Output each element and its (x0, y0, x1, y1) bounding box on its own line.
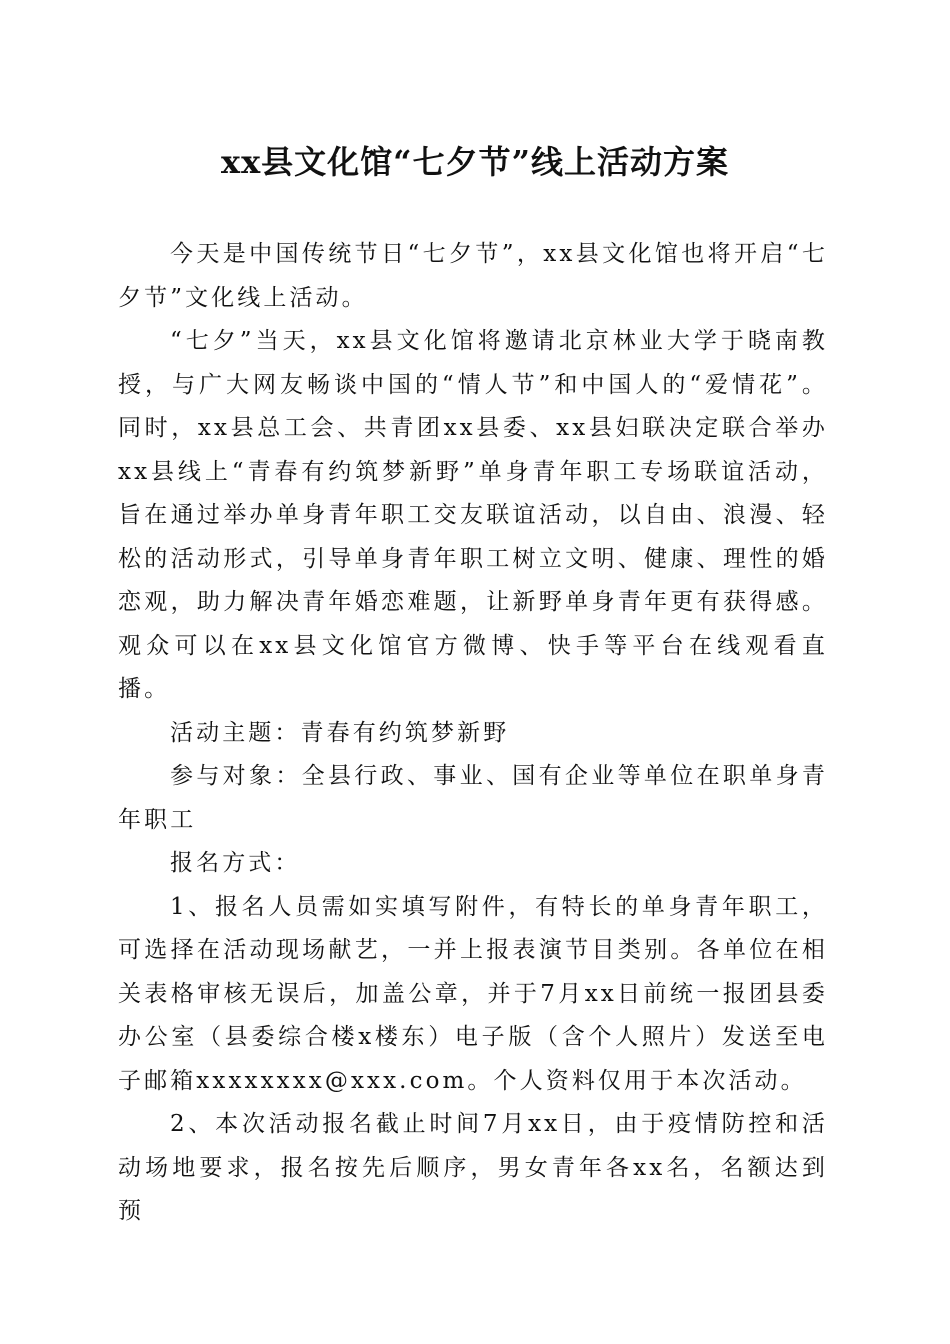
paragraph-registration-item-1: 1、报名人员需如实填写附件，有特长的单身青年职工，可选择在活动现场献艺，一并上报表演节目类别。各单位在相关表格审核无误后，加盖公章，并于7月xx日前统一报团县委办公室（县委综合楼x楼东）电子版（含个人照片）发送至电子邮箱xxxxxxxx@xxx.com。个人资料仅用于本次活动。 (118, 893, 828, 1094)
document-body (118, 233, 828, 1234)
paragraph-participants: 参与对象：全县行政、事业、国有企业等单位在职单身青年职工 (118, 763, 828, 833)
paragraph-intro: 今天是中国传统节日“七夕节”，xx县文化馆也将开启“七夕节”文化线上活动。 (118, 241, 828, 311)
paragraph-registration-item-2: 2、本次活动报名截止时间7月xx日，由于疫情防控和活动场地要求，报名按先后顺序，男女青年各xx名，名额达到预 (118, 1111, 828, 1224)
paragraph-registration-heading: 报名方式： (170, 850, 301, 876)
document-title: xx县文化馆“七夕节”线上活动方案 (221, 143, 729, 181)
paragraph-event-description: “七夕”当天，xx县文化馆将邀请北京林业大学于晓南教授，与广大网友畅谈中国的“情人节”和中国人的“爱情花”。同时，xx县总工会、共青团xx县委、xx县妇联决定联合举办xx县线上“青春有约筑梦新野”单身青年职工专场联谊活动，旨在通过举办单身青年职工交友联谊活动，以自由、浪漫、轻松的活动形式，引导单身青年职工树立文明、健康、理性的婚恋观，助力解决青年婚恋难题，让新野单身青年更有获得感。观众可以在xx县文化馆官方微博、快手等平台在线观看直播。 (118, 328, 828, 702)
paragraph-theme: 活动主题：青春有约筑梦新野 (170, 719, 510, 746)
